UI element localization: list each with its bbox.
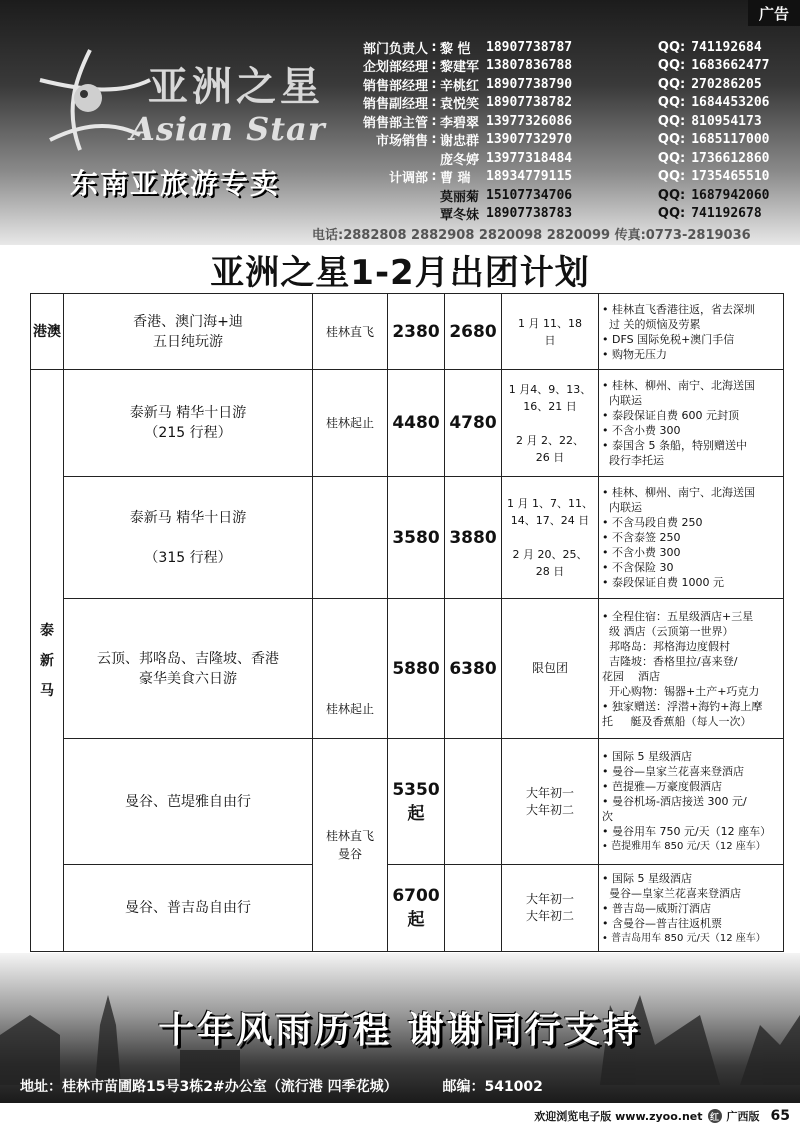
contact-row: 企划部经理 : 黎建军 13807836788 QQ : 1683662477	[332, 57, 792, 76]
note-line: • 国际 5 星级酒店	[602, 871, 692, 885]
table-row	[31, 294, 784, 370]
contact-qq: 741192678	[691, 206, 762, 222]
note-line: 次	[602, 810, 613, 823]
contact-name: 谢忠群	[440, 134, 480, 150]
contact-qq: 1685117000	[691, 132, 770, 148]
contact-qq: 1684453206	[691, 95, 770, 111]
brand-subtitle: 东南亚旅游专卖	[70, 167, 281, 200]
contact-name: 曹 瑞	[440, 171, 471, 187]
second-price: 3880	[445, 477, 502, 599]
contact-row: 销售部经理 : 辛桃红 18907738790 QQ : 270286205	[332, 75, 792, 94]
note-line: • 不含泰签 250	[602, 531, 681, 544]
contact-qq: 741192684	[691, 39, 762, 55]
tour-table	[30, 293, 784, 952]
note-line: • 桂林直飞香港往返，省去深圳	[602, 302, 755, 316]
brand-name-cn: 亚洲之星	[148, 64, 324, 110]
contact-role: 销售部主管	[362, 115, 428, 131]
region-cell: 港澳	[31, 294, 64, 370]
note-line: 吉隆坡：香格里拉/喜来登/	[602, 654, 738, 668]
contact-phone: 18907738787	[486, 39, 573, 55]
contact-qq: 1736612860	[691, 150, 770, 166]
second-price: 4780	[445, 370, 502, 477]
postcode: 邮编：541002	[442, 1079, 543, 1095]
note-line: 邦咯岛：邦格海边度假村	[602, 639, 730, 653]
contact-phone: 18907738783	[486, 206, 573, 222]
departure-cell: 桂林直飞 曼谷	[313, 739, 388, 952]
contact-name: 莫丽菊	[440, 189, 480, 205]
contact-qq: 270286205	[691, 76, 762, 92]
second-price: 2680	[445, 294, 502, 370]
departure-cell: 桂林起止	[313, 370, 388, 477]
contact-qq: 1683662477	[691, 58, 770, 74]
table-row	[31, 599, 784, 739]
note-line: 内联运	[602, 394, 642, 407]
note-line: • 不含小费 300	[602, 424, 681, 437]
note-line: • 不含保险 30	[602, 561, 674, 574]
qq-label: QQ	[657, 150, 680, 166]
contact-phone: 15107734706	[486, 187, 573, 203]
qq-label: QQ	[657, 76, 680, 92]
contact-list	[332, 38, 792, 223]
date-cell: 1 月4、9、13、 16、21 日 2 月 2、22、 26 日	[502, 370, 599, 477]
contact-qq: 810954173	[691, 113, 762, 129]
note-line: • 不含马段自费 250	[602, 516, 703, 529]
note-line: 段行李托运	[602, 454, 664, 467]
date-cell: 1 月 11、18 日	[502, 294, 599, 370]
page-title: 亚洲之星1-2月出团计划	[210, 253, 590, 293]
qq-label: QQ	[657, 187, 680, 203]
second-price: 6380	[445, 599, 502, 739]
contact-phone: 13907732970	[486, 132, 573, 148]
contact-name: 覃冬妹	[440, 208, 480, 224]
contact-phone: 13977318484	[486, 150, 573, 166]
contact-name: 庞冬婷	[440, 152, 480, 168]
note-line: • 购物无压力	[602, 347, 667, 361]
departure-cell: 桂林起止	[313, 599, 388, 739]
contact-name: 黎建军	[440, 60, 480, 76]
qq-label: QQ	[657, 132, 680, 148]
notes-cell	[599, 477, 784, 599]
contact-row: 销售部主管 : 李碧翠 13977326086 QQ : 810954173	[332, 112, 792, 131]
adult-price: 2380	[388, 294, 445, 370]
note-line: • 普吉岛用车 850 元/天（12 座车）	[602, 932, 766, 944]
note-line: • 芭提雅用车 850 元/天（12 座车）	[602, 841, 766, 852]
tour-name: 泰新马 精华十日游 （315 行程）	[64, 477, 313, 599]
tour-name: 曼谷、芭堤雅自由行	[64, 739, 313, 865]
empty-price	[445, 865, 502, 952]
note-line: • 桂林、柳州、南宁、北海送国	[602, 379, 755, 392]
note-line: • 全程住宿：五星级酒店+三星	[602, 609, 754, 623]
contact-phone: 13977326086	[486, 113, 573, 129]
contact-role: 部门负责人	[362, 41, 428, 57]
note-line: • DFS 国际免税+澳门手信	[602, 332, 735, 346]
date-cell: 限包团	[502, 599, 599, 739]
table-row	[31, 739, 784, 865]
contact-name: 黎 恺	[440, 41, 471, 57]
note-line: 级 酒店（云顶第一世界）	[602, 624, 734, 638]
qq-label: QQ	[657, 95, 680, 111]
departure-cell	[313, 477, 388, 599]
note-line: • 曼谷用车 750 元/天（12 座车）	[602, 825, 772, 838]
adult-price: 3580	[388, 477, 445, 599]
contact-qq: 1735465510	[691, 169, 770, 185]
note-line: 花园 酒店	[602, 669, 660, 683]
address-line	[20, 1076, 543, 1096]
notes-cell	[599, 599, 784, 739]
contact-role: 市场销售	[375, 134, 428, 150]
contact-row: 莫丽菊 15107734706 QQ : 1687942060	[440, 187, 770, 205]
contact-role: 企划部经理	[362, 60, 428, 76]
price-from: 6700 起	[388, 865, 445, 952]
slogan: 十年风雨历程 谢谢同行支持	[158, 1010, 642, 1051]
edition-label: 广西版	[726, 1110, 760, 1123]
note-line: 过 关的烦恼及劳累	[602, 317, 701, 331]
notes-cell	[599, 865, 784, 952]
departure-cell: 桂林直飞	[313, 294, 388, 370]
contact-role: 计调部	[388, 171, 428, 187]
notes-cell	[599, 294, 784, 370]
brand-name-en: Asian Star	[130, 110, 326, 148]
table-row	[31, 370, 784, 477]
note-line: • 曼谷—皇家兰花喜来登酒店	[602, 765, 744, 778]
contact-row: 销售副经理 : 袁悦笑 18907738782 QQ : 1684453206	[332, 94, 792, 113]
contact-role: 销售部经理	[362, 78, 428, 94]
tour-name: 泰新马 精华十日游 （215 行程）	[64, 370, 313, 477]
tour-name: 曼谷、普吉岛自由行	[64, 865, 313, 952]
notes-cell	[599, 739, 784, 865]
note-line: • 芭提雅—万豪度假酒店	[602, 780, 722, 793]
contact-phone: 18907738790	[486, 76, 573, 92]
contact-row: 市场销售 : 谢忠群 13907732970 QQ : 1685117000	[332, 131, 792, 150]
adult-price: 5880	[388, 599, 445, 739]
contact-row: 计调部 : 曹 瑞 18934779115 QQ : 1735465510	[332, 168, 792, 187]
site-link[interactable]: 欢迎浏览电子版 www.zyoo.net	[534, 1110, 703, 1123]
note-line: • 泰段保证自费 600 元封顶	[602, 409, 739, 422]
site-footer	[534, 1108, 790, 1124]
contact-phone: 13807836788	[486, 58, 573, 74]
ad-tag: 广告	[748, 0, 800, 26]
qq-label: QQ	[657, 169, 680, 185]
contact-name: 辛桃红	[440, 78, 480, 94]
qq-label: QQ	[657, 58, 680, 74]
note-line: • 泰段保证自费 1000 元	[602, 576, 724, 589]
note-line: • 泰国含 5 条船，特别赠送中	[602, 439, 747, 452]
price-from: 5350 起	[388, 739, 445, 865]
contact-name: 李碧翠	[440, 115, 480, 131]
qq-label: QQ	[657, 113, 680, 129]
adult-price: 4480	[388, 370, 445, 477]
tour-name: 云顶、邦咯岛、吉隆坡、香港 豪华美食六日游	[64, 599, 313, 739]
region-cell: 泰 新 马	[31, 370, 64, 952]
note-line: 曼谷—皇家兰花喜来登酒店	[602, 886, 741, 900]
tour-name: 香港、澳门海+迪 五日纯玩游	[64, 294, 313, 370]
note-line: • 普吉岛—威斯汀酒店	[602, 901, 711, 915]
empty-price	[445, 739, 502, 865]
contact-row: 覃冬妹 18907738783 QQ : 741192678	[440, 206, 762, 224]
edition-logo-icon: 红	[708, 1109, 722, 1123]
contact-row: 庞冬婷 13977318484 QQ : 1736612860	[440, 150, 770, 168]
note-line: 托 艇及香蕉船（每人一次）	[602, 714, 752, 728]
address: 地址：桂林市苗圃路15号3栋2#办公室（流行港 四季花城）	[20, 1079, 398, 1095]
tel-fax-line: 电话:2882808 2882908 2820098 2820099 传真:0773-2819036	[312, 228, 751, 243]
note-line: • 桂林、柳州、南宁、北海送国	[602, 486, 755, 499]
contact-row: 部门负责人 : 黎 恺 18907738787 QQ : 741192684	[332, 38, 792, 57]
page-number: 65	[770, 1108, 790, 1124]
notes-cell	[599, 370, 784, 477]
note-line: • 国际 5 星级酒店	[602, 750, 692, 763]
date-cell: 1 月 1、7、11、 14、17、24 日 2 月 20、25、 28 日	[502, 477, 599, 599]
note-line: • 不含小费 300	[602, 546, 681, 559]
qq-label: QQ	[657, 39, 680, 55]
note-line: • 含曼谷—普吉往返机票	[602, 916, 722, 930]
contact-phone: 18907738782	[486, 95, 573, 111]
date-cell: 大年初一 大年初二	[502, 865, 599, 952]
contact-name: 袁悦笑	[440, 97, 480, 113]
qq-label: QQ	[657, 206, 680, 222]
contact-role: 销售副经理	[362, 97, 428, 113]
note-line: • 曼谷机场-酒店接送 300 元/	[602, 795, 747, 808]
date-cell: 大年初一 大年初二	[502, 739, 599, 865]
table-row	[31, 477, 784, 599]
contact-qq: 1687942060	[691, 187, 770, 203]
contact-phone: 18934779115	[486, 169, 573, 185]
note-line: • 独家赠送：浮潜+海钓+海上摩	[602, 699, 763, 713]
table-row	[31, 865, 784, 952]
note-line: 内联运	[602, 501, 642, 514]
note-line: 开心购物：锡器+土产+巧克力	[602, 684, 760, 698]
